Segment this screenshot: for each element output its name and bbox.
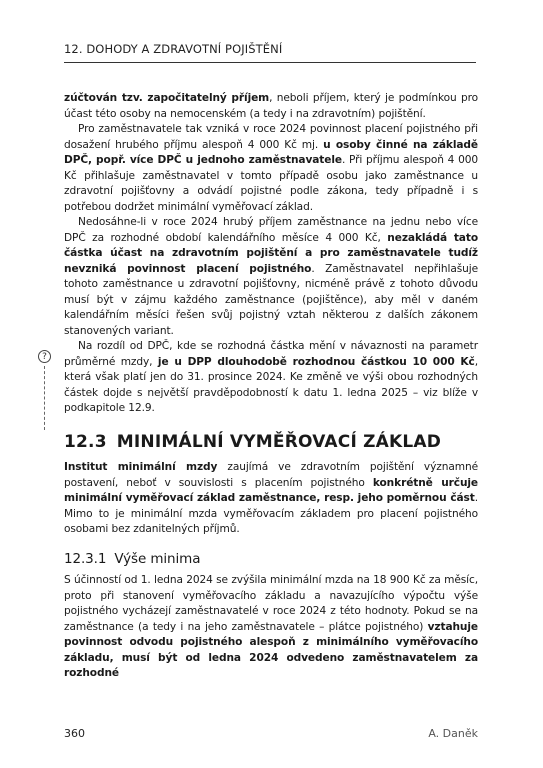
running-header: 12. DOHODY A ZDRAVOTNÍ POJIŠTĚNÍ	[64, 42, 283, 56]
page-number: 360	[64, 727, 85, 740]
bold-phrase: nezakládá tato částka účast na zdravotním pojištění a pro zaměstnavatele tudíž nevzniká povinnost placení pojistného	[64, 231, 478, 275]
margin-note	[38, 350, 52, 363]
paragraph: Institut minimální mzdy zaujímá ve zdravotním pojištění významné postavení, neboť v souvislosti s placením pojistného konkrétně určuje minimální vyměřovací základ zaměstnance, resp. jeho poměrnou část. Mimo to je minimální mzda vyměřovacím základem pro placení pojistného osobami bez zdanitelných příjmů.	[64, 461, 478, 535]
subsection-title: Výše minima	[114, 550, 201, 567]
paragraph: Nedosáhne-li v roce 2024 hrubý příjem zaměstnance na jednu nebo více DPČ za rozhodné období kalendářního měsíce 4 000 Kč, nezakládá tato částka účast na zdravotním pojištění a pro zaměstnavatele tudíž nevzniká povinnost placení pojistného. Zaměstnavatel nepřihlašuje tohoto zaměstnance u zdravotní pojišťovny, nicméně právě z tohoto důvodu musí být v zájmu každého zaměstnance (pojištěnce), aby měl v daném kalendářním měsíci řešen svůj pojistný vztah některou z dalších zákonem stanovených variant.	[64, 216, 479, 337]
bold-phrase: Institut minimální mzdy	[64, 461, 218, 473]
section-number: 12.3	[64, 431, 107, 452]
section-heading	[64, 431, 478, 452]
bold-phrase: konkrétně určuje minimální vyměřovací základ zaměstnance, resp. jeho poměrnou část	[64, 476, 478, 504]
section-title: MINIMÁLNÍ VYMĚŘOVACÍ ZÁKLAD	[116, 431, 442, 452]
paragraph: Pro zaměstnavatele tak vzniká v roce 2024 povinnost placení pojistného při dosažení hrubého příjmu alespoň 4 000 Kč mj. u osoby činné na základě DPČ, popř. více DPČ u jednoho zaměstnavatele. Při příjmu alespoň 4 000 Kč přihlašuje zaměstnavatel v tomto případě osobu jako zaměstnance u zdravotní pojišťovny a odvádí pojistné podle zákona, tedy případně i s potřebou dodržet minimální vyměřovací základ.	[64, 123, 478, 213]
bold-phrase: je u DPP dlouhodobě rozhodnou částkou 10 000 Kč	[157, 355, 475, 368]
paragraph: S účinností od 1. ledna 2024 se zvýšila minimální mzda na 18 900 Kč za měsíc, proto při stanovení vyměřovacího základu a navazujícího výpočtu výše pojistného vycházejí zaměstnavatelé v roce 2024 z této hodnoty. Pokud se na zaměstnance (a tedy i na jeho zaměstnavatele – plátce pojistného) vztahuje povinnost odvodu pojistného alespoň z minimálního vyměřovacího základu, musí být od ledna 2024 odvedeno zaměstnavatelem za rozhodné	[64, 574, 478, 679]
dashed-margin-line	[44, 366, 45, 430]
paragraph: Na rozdíl od DPČ, kde se rozhodná částka mění v návaznosti na parametr průměrné mzdy, je u DPP dlouhodobě rozhodnou částkou 10 000 Kč, která však platí jen do 31. prosince 2024. Ke změně ve výši obou rozhodných částek dojde s největší pravděpodobností k datu 1. ledna 2025 – viz blíže v podkapitole 12.9.	[64, 340, 478, 414]
body-text	[64, 91, 478, 682]
question-icon: ?	[38, 350, 51, 363]
bold-phrase: u osoby činné na základě DPČ, popř. více DPČ u jednoho zaměstnavatele	[64, 138, 478, 166]
subsection-heading	[64, 552, 478, 568]
subsection-number: 12.3.1	[64, 550, 107, 567]
header-rule	[64, 62, 476, 63]
footer-author: A. Daněk	[428, 727, 478, 740]
bold-phrase: vztahuje povinnost odvodu pojistného alespoň z minimálního vyměřovacího základu, musí být od ledna 2024 odvedeno zaměstnavatelem za rozhodné	[64, 620, 478, 679]
bold-phrase: zúčtován tzv. započitatelný příjem	[64, 92, 270, 104]
paragraph: zúčtován tzv. započitatelný příjem, neboli příjem, který je podmínkou pro účast této osoby na nemocenském (a tedy i na zdravotním) pojištění.	[64, 92, 478, 120]
